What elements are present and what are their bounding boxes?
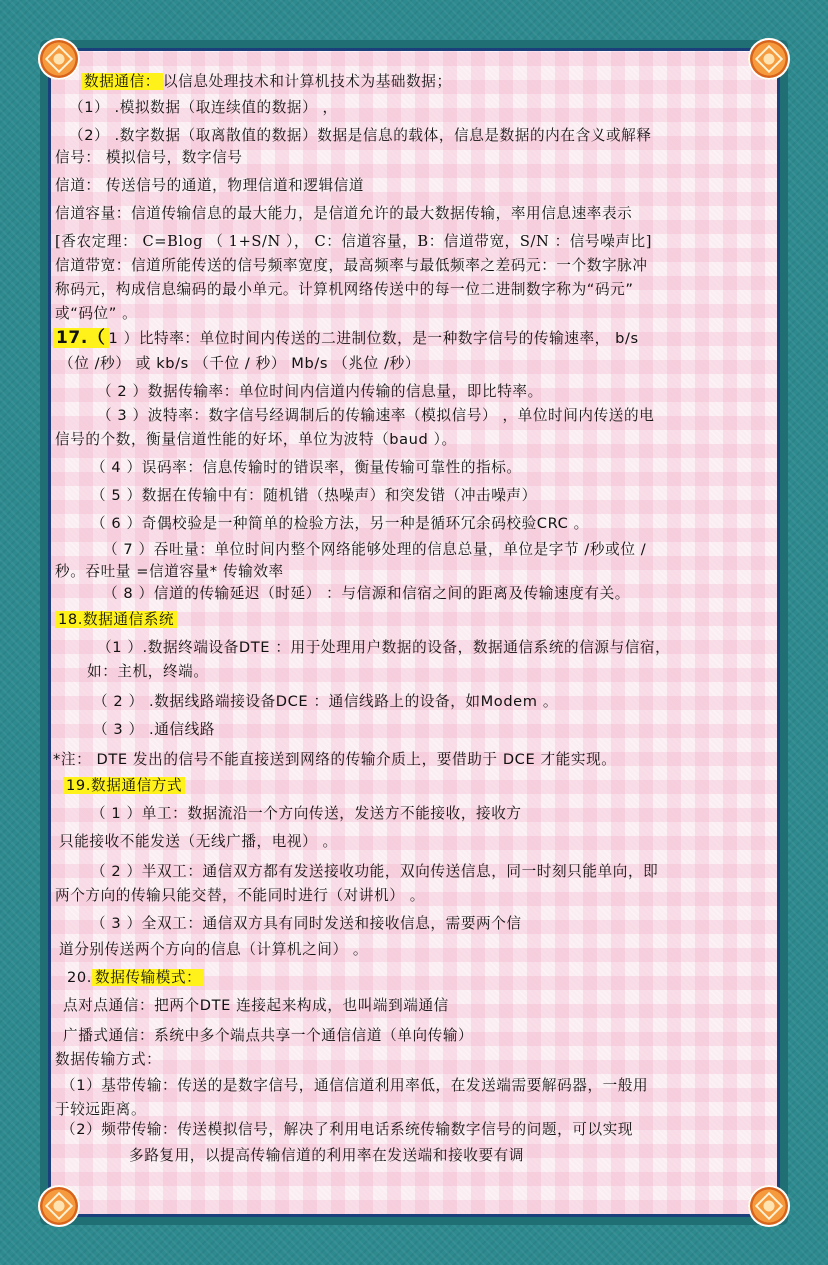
text-line-15: 信号的个数，衡量信道性能的好坏，单位为波特（baud ）。 xyxy=(55,431,457,448)
text-line-24: 如：主机，终端。 xyxy=(87,663,209,680)
heading-18: 18.数据通信系统 xyxy=(55,611,177,628)
line-text: 1 ）比特率：单位时间内传送的二进制位数，是一种数字信号的传输速率， b/s xyxy=(108,330,639,347)
text-line-25: （ 2 ） .数据线路端接设备DCE ：通信线路上的设备，如Modem 。 xyxy=(93,693,559,710)
text-line-13: （ 2 ）数据传输率：单位时间内信道内传输的信息量，即比特率。 xyxy=(97,383,543,400)
text-line-19: （ 7 ）吞吐量：单位时间内整个网络能够处理的信息总量，单位是字节 /秒或位 / xyxy=(103,541,647,558)
text-line-23: （1 ）.数据终端设备DTE ：用于处理用户数据的设备，数据通信系统的信源与信宿， xyxy=(97,639,671,656)
text-line-38: 数据传输方式： xyxy=(55,1051,162,1068)
text-line-30: 只能接收不能发送（无线广播，电视） 。 xyxy=(59,833,338,850)
document-page xyxy=(48,48,780,1217)
text-line-12: （位 /秒） 或 kb/s （千位 / 秒） Mb/s （兆位 /秒） xyxy=(59,355,421,372)
text-line-9: 称码元，构成信息编码的最小单元。计算机网络传送中的每一位二进制数字称为“码元” xyxy=(55,281,634,298)
heading-20-number: 20. xyxy=(67,969,93,986)
text-line-35 xyxy=(67,967,204,989)
text-line-41: （2）频带传输：传送模拟信号，解决了利用电话系统传输数字信号的问题，可以实现 xyxy=(61,1121,634,1138)
text-line-27: *注： DTE 发出的信号不能直接送到网络的传输介质上，要借助于 DCE 才能实现。 xyxy=(53,751,617,768)
text-line-33: （ 3 ）全双工：通信双方具有同时发送和接收信息，需要两个信 xyxy=(91,915,522,932)
text-line-21: （ 8 ）信道的传输延迟（时延） ：与信源和信宿之间的距离及传输速度有关。 xyxy=(103,585,630,602)
text-line-39: （1）基带传输：传送的是数字信号，通信信道利用率低，在发送端需要解码器，一般用 xyxy=(61,1077,649,1094)
text-line-22 xyxy=(55,609,177,631)
text-line-29: （ 1 ）单工：数据流沿一个方向传送，发送方不能接收，接收方 xyxy=(91,805,522,822)
heading-19: 19.数据通信方式 xyxy=(63,777,185,794)
text-line-8: 信道带宽：信道所能传送的信号频率宽度，最高频率与最低频率之差码元：一个数字脉冲 xyxy=(55,257,648,274)
highlight-data-communication: 数据通信： xyxy=(81,73,163,90)
text-line-26: （ 3 ） .通信线路 xyxy=(93,721,216,738)
text-line-16: （ 4 ）误码率：信息传输时的错误率，衡量传输可靠性的指标。 xyxy=(91,459,522,476)
text-line-40: 于较远距离。 xyxy=(55,1101,147,1118)
line-text: 以信息处理技术和计算机技术为基础数据； xyxy=(162,73,452,90)
text-line-20: 秒。吞吐量 =信道容量* 传输效率 xyxy=(55,563,284,580)
text-line-3: （2） .数字数据（取离散值的数据）数据是信息的载体，信息是数据的内在含义或解释 xyxy=(69,127,652,144)
text-line-18: （ 6 ）奇偶校验是一种简单的检验方法，另一种是循环冗余码校验CRC 。 xyxy=(91,515,589,532)
text-line-10: 或“码位” 。 xyxy=(55,305,138,322)
corner-ornament-icon xyxy=(748,38,790,80)
corner-ornament-icon xyxy=(38,38,80,80)
text-line-4: 信号： 模拟信号，数字信号 xyxy=(55,149,243,166)
text-line-37: 广播式通信：系统中多个端点共享一个通信信道（单向传输） xyxy=(63,1027,474,1044)
text-line-1 xyxy=(81,71,452,93)
text-line-14: （ 3 ）波特率：数字信号经调制后的传输速率（模拟信号） ，单位时间内传送的电 xyxy=(97,407,655,424)
text-line-31: （ 2 ）半双工：通信双方都有发送接收功能，双向传送信息，同一时刻只能单向，即 xyxy=(91,863,659,880)
text-line-7: [香农定理： C=Blog （ 1+S/N ）， C：信道容量，B：信道带宽，S/N ：信号噪声比] xyxy=(55,233,653,250)
text-line-6: 信道容量：信道传输信息的最大能力，是信道允许的最大数据传输，率用信息速率表示 xyxy=(55,205,633,222)
text-line-42: 多路复用，以提高传输信道的利用率在发送端和接收要有调 xyxy=(129,1147,525,1164)
text-line-5: 信道： 传送信号的通道，物理信道和逻辑信道 xyxy=(55,177,365,194)
text-line-36: 点对点通信：把两个DTE 连接起来构成，也叫端到端通信 xyxy=(63,997,449,1014)
text-line-34: 道分别传送两个方向的信息（计算机之间） 。 xyxy=(59,941,369,958)
heading-20: 数据传输模式： xyxy=(92,969,204,986)
highlight-17: 17.（ xyxy=(53,328,109,348)
text-line-2: （1） .模拟数据（取连续值的数据） ， xyxy=(69,99,338,116)
text-line-28 xyxy=(63,775,185,797)
text-line-17: （ 5 ）数据在传输中有：随机错（热噪声）和突发错（冲击噪声） xyxy=(91,487,537,504)
text-line-11 xyxy=(53,327,639,350)
text-line-32: 两个方向的传输只能交替，不能同时进行（对讲机） 。 xyxy=(55,887,425,904)
corner-ornament-icon xyxy=(38,1185,80,1227)
corner-ornament-icon xyxy=(748,1185,790,1227)
